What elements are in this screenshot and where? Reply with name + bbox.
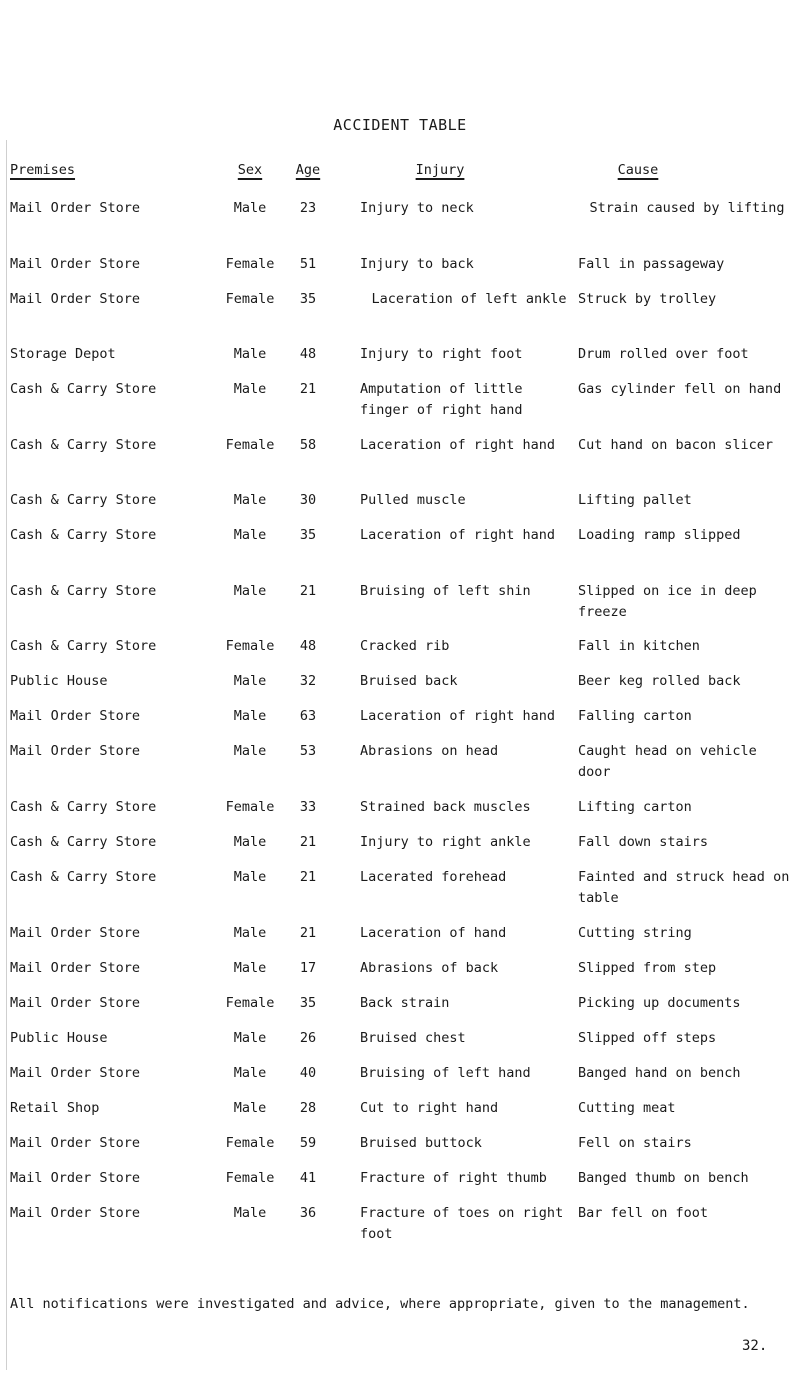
cell-injury: Injury to neck [360,200,474,216]
cell-injury: Amputation of little finger of right hand [360,381,523,418]
cell-injury: Laceration of right hand [360,708,556,724]
cell-sex: Male [233,200,267,216]
cell-premises: Mail Order Store [10,925,141,941]
page-edge-rule [6,140,7,1370]
cell-sex: Male [233,743,267,759]
cell-age: 21 [299,869,317,885]
table-title: ACCIDENT TABLE [333,116,467,134]
cell-sex: Male [233,527,267,543]
cell-premises: Mail Order Store [10,291,141,307]
cell-cause: Fainted and struck head on table [578,869,790,906]
cell-injury: Laceration of left ankle [371,291,567,307]
cell-premises: Mail Order Store [10,256,141,272]
cell-sex: Male [233,346,267,362]
cell-sex: Female [225,799,275,815]
cell-injury: Injury to right ankle [360,834,531,850]
cell-age: 48 [299,346,317,362]
cell-sex: Female [225,1135,275,1151]
cell-sex: Male [233,381,267,397]
cell-sex: Male [233,834,267,850]
cell-injury: Bruising of left hand [360,1065,531,1081]
cell-cause: Slipped off steps [578,1030,717,1046]
cell-cause: Fall down stairs [578,834,709,850]
cell-age: 35 [299,291,317,307]
cell-premises: Cash & Carry Store [10,799,157,815]
cell-injury: Back strain [360,995,450,1011]
cell-injury: Strained back muscles [360,799,531,815]
cell-age: 28 [299,1100,317,1116]
cell-injury: Cracked rib [360,638,450,654]
cell-cause: Lifting carton [578,799,692,815]
cell-injury: Bruised buttock [360,1135,482,1151]
cell-cause: Lifting pallet [578,492,692,508]
cell-age: 21 [299,381,317,397]
cell-premises: Mail Order Store [10,1065,141,1081]
cell-injury: Bruised back [360,673,458,689]
footer-note: All notifications were investigated and advice, where appropriate, given to the management. [10,1296,750,1312]
cell-age: 41 [299,1170,317,1186]
cell-sex: Male [233,492,267,508]
cell-cause: Caught head on vehicle door [578,743,757,780]
cell-age: 36 [299,1205,317,1221]
cell-age: 23 [299,200,317,216]
cell-injury: Laceration of hand [360,925,507,941]
cell-premises: Mail Order Store [10,743,141,759]
cell-age: 21 [299,925,317,941]
cell-premises: Cash & Carry Store [10,381,157,397]
cell-cause: Loading ramp slipped [578,527,741,543]
cell-age: 51 [299,256,317,272]
cell-age: 30 [299,492,317,508]
cell-sex: Male [233,708,267,724]
cell-sex: Male [233,925,267,941]
cell-age: 26 [299,1030,317,1046]
cell-age: 53 [299,743,317,759]
cell-sex: Male [233,1030,267,1046]
cell-sex: Female [225,256,275,272]
cell-premises: Retail Shop [10,1100,100,1116]
cell-premises: Mail Order Store [10,708,141,724]
cell-sex: Female [225,291,275,307]
cell-premises: Cash & Carry Store [10,437,157,453]
cell-premises: Cash & Carry Store [10,492,157,508]
cell-cause: Strain caused by lifting [589,200,785,216]
header-age: Age [295,162,321,178]
cell-premises: Cash & Carry Store [10,869,157,885]
cell-cause: Cutting meat [578,1100,676,1116]
cell-age: 58 [299,437,317,453]
cell-cause: Fell on stairs [578,1135,692,1151]
cell-cause: Slipped from step [578,960,717,976]
cell-sex: Female [225,1170,275,1186]
cell-sex: Female [225,995,275,1011]
header-sex: Sex [237,162,263,178]
cell-injury: Abrasions of back [360,960,499,976]
cell-sex: Male [233,960,267,976]
cell-premises: Mail Order Store [10,1135,141,1151]
cell-sex: Male [233,583,267,599]
cell-premises: Mail Order Store [10,1205,141,1221]
cell-sex: Male [233,1065,267,1081]
cell-age: 21 [299,834,317,850]
cell-injury: Laceration of right hand [360,437,556,453]
cell-sex: Female [225,638,275,654]
cell-cause: Banged hand on bench [578,1065,741,1081]
cell-cause: Bar fell on foot [578,1205,709,1221]
cell-sex: Male [233,1100,267,1116]
cell-premises: Storage Depot [10,346,116,362]
cell-age: 63 [299,708,317,724]
cell-age: 40 [299,1065,317,1081]
cell-injury: Laceration of right hand [360,527,556,543]
page-number: 32. [742,1338,768,1354]
cell-premises: Cash & Carry Store [10,583,157,599]
cell-cause: Falling carton [578,708,692,724]
cell-premises: Cash & Carry Store [10,527,157,543]
cell-cause: Cutting string [578,925,692,941]
cell-age: 32 [299,673,317,689]
cell-sex: Male [233,869,267,885]
cell-premises: Mail Order Store [10,200,141,216]
cell-injury: Injury to back [360,256,474,272]
cell-cause: Fall in kitchen [578,638,700,654]
cell-injury: Fracture of right thumb [360,1170,547,1186]
cell-premises: Cash & Carry Store [10,638,157,654]
cell-premises: Mail Order Store [10,960,141,976]
cell-premises: Cash & Carry Store [10,834,157,850]
cell-injury: Fracture of toes on right foot [360,1205,564,1242]
cell-injury: Bruised chest [360,1030,466,1046]
cell-injury: Lacerated forehead [360,869,507,885]
cell-premises: Mail Order Store [10,995,141,1011]
cell-cause: Gas cylinder fell on hand [578,381,782,397]
cell-injury: Abrasions on head [360,743,499,759]
cell-age: 59 [299,1135,317,1151]
cell-injury: Cut to right hand [360,1100,499,1116]
cell-injury: Injury to right foot [360,346,523,362]
cell-sex: Male [233,673,267,689]
header-injury: Injury [415,162,465,178]
cell-cause: Cut hand on bacon slicer [578,437,774,453]
cell-age: 17 [299,960,317,976]
cell-sex: Male [233,1205,267,1221]
cell-premises: Public House [10,1030,108,1046]
cell-premises: Public House [10,673,108,689]
cell-cause: Drum rolled over foot [578,346,749,362]
cell-cause: Beer keg rolled back [578,673,741,689]
cell-age: 35 [299,527,317,543]
cell-age: 35 [299,995,317,1011]
cell-cause: Picking up documents [578,995,741,1011]
cell-age: 21 [299,583,317,599]
header-cause: Cause [617,162,659,178]
header-premises: Premises [10,162,76,178]
cell-injury: Pulled muscle [360,492,466,508]
cell-premises: Mail Order Store [10,1170,141,1186]
cell-cause: Fall in passageway [578,256,725,272]
cell-cause: Slipped on ice in deep freeze [578,583,757,620]
cell-cause: Banged thumb on bench [578,1170,749,1186]
cell-injury: Bruising of left shin [360,583,531,599]
cell-age: 48 [299,638,317,654]
cell-sex: Female [225,437,275,453]
cell-age: 33 [299,799,317,815]
cell-cause: Struck by trolley [578,291,717,307]
